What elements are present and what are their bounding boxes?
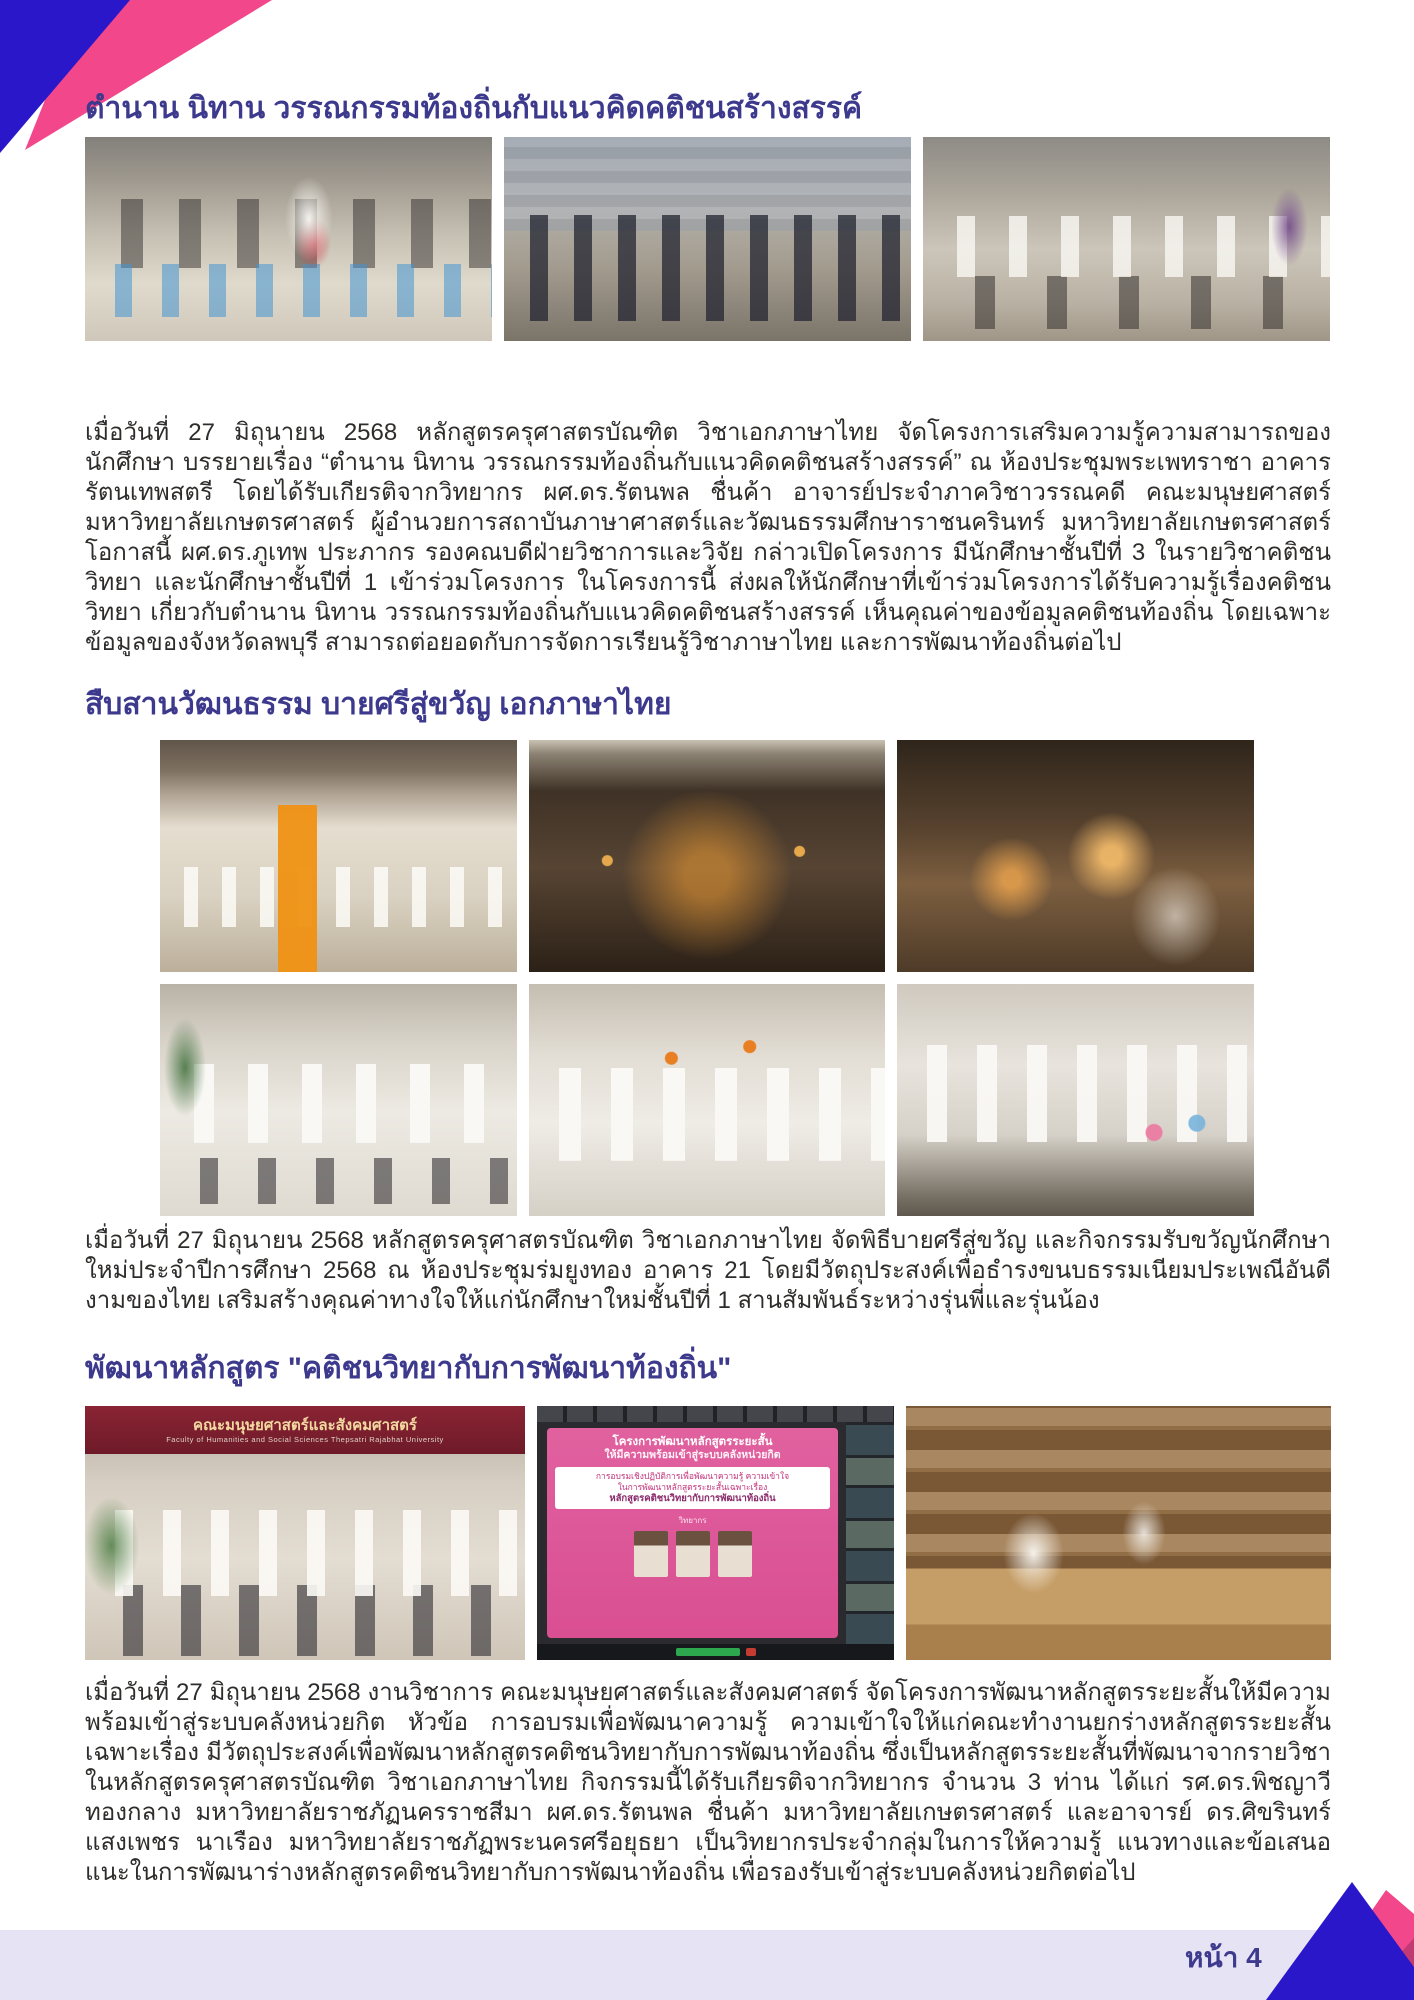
photo-grid-baisri	[160, 740, 1254, 1216]
photo-students-holding-candles	[897, 740, 1254, 972]
photo-row-curriculum	[85, 1406, 1331, 1660]
faculty-banner-text: คณะมนุษยศาสตร์และสังคมศาสตร์	[193, 1416, 417, 1434]
slide-body-line3: หลักสูตรคติชนวิทยากับการพัฒนาท้องถิ่น	[609, 1493, 776, 1504]
photo-group-banner	[85, 1406, 525, 1660]
slide-title-line1: โครงการพัฒนาหลักสูตรระยะสั้น	[612, 1436, 773, 1448]
photo-classroom-back-view	[923, 137, 1330, 341]
photo-candle-circle	[529, 740, 886, 972]
webcam-strip-right	[846, 1422, 894, 1644]
faculty-banner	[85, 1406, 525, 1454]
photo-students-headbands	[529, 984, 886, 1216]
meeting-toolbar	[537, 1644, 894, 1660]
slide-speaker-portraits	[555, 1531, 830, 1577]
photo-students-floor-tree	[160, 984, 517, 1216]
slide-speaker-label: วิทยากร	[678, 1516, 707, 1525]
webcam-strip-top	[537, 1406, 894, 1422]
speaker-portrait	[634, 1531, 668, 1577]
section-heading-curriculum: พัฒนาหลักสูตร "คติชนวิทยากับการพัฒนาท้องถิ่น"	[85, 1352, 732, 1385]
photo-speakers-group-front	[504, 137, 911, 341]
paragraph-baisri: เมื่อวันที่ 27 มิถุนายน 2568 หลักสูตรครุศาสตรบัณฑิต วิชาเอกภาษาไทย จัดพิธีบายศรีสู่ขวัญ และกิจกรรมรับขวัญนักศึกษาใหม่ประจำปีการศึกษา 2568 ณ ห้องประชุมร่มยูงทอง อาคาร 21 โดยมีวัตถุประสงค์เพื่อธำรงขนบธรรมเนียมประเพณีอันดีงามของไทย เสริมสร้างคุณค่าทางใจให้แก่นักศึกษาใหม่ชั้นปีที่ 1 สานสัมพันธ์ระหว่างรุ่นพี่และรุ่นน้อง	[85, 1227, 1331, 1314]
slide-body-box	[555, 1467, 830, 1509]
photo-row-folklore	[85, 137, 1330, 341]
recording-indicator	[676, 1648, 740, 1656]
slide-body-line2: ในการพัฒนาหลักสูตรระยะสั้นเฉพาะเรื่อง	[617, 1482, 768, 1492]
photo-library-meeting	[906, 1406, 1331, 1660]
faculty-banner-subtext: Faculty of Humanities and Social Sciences Thepsatri Rajabhat University	[166, 1434, 444, 1444]
speaker-portrait	[676, 1531, 710, 1577]
page-number: หน้า 4	[1185, 1942, 1262, 1973]
paragraph-curriculum: เมื่อวันที่ 27 มิถุนายน 2568 งานวิชาการ คณะมนุษยศาสตร์และสังคมศาสตร์ จัดโครงการพัฒนาหลักสูตรระยะสั้นให้มีความพร้อมเข้าสู่ระบบคลังหน่วยกิต หัวข้อ การอบรมเพื่อพัฒนาความรู้ ความเข้าใจให้แก่คณะทำงานยกร่างหลักสูตรระยะสั้นเฉพาะเรื่อง มีวัตถุประสงค์เพื่อพัฒนาหลักสูตรคติชนวิทยากับการพัฒนาท้องถิ่น ซึ่งเป็นหลักสูตรระยะสั้นที่พัฒนาจากรายวิชาในหลักสูตรครุศาสตรบัณฑิต วิชาเอกภาษาไทย กิจกรรมนี้ได้รับเกียรติจากวิทยากร จำนวน 3 ท่าน ได้แก่ รศ.ดร.พิชญาวี ทองกลาง มหาวิทยาลัยราชภัฏนครราชสีมา ผศ.ดร.รัตนพล ชื่นค้า มหาวิทยาลัยเกษตรศาสตร์ และอาจารย์ ดร.ศิขรินทร์ แสงเพชร นาเรือง มหาวิทยาลัยราชภัฏพระนครศรีอยุธยา เป็นวิทยากรประจำกลุ่มในการให้ความรู้ แนวทางและข้อเสนอแนะในการพัฒนาร่างหลักสูตรคติชนวิทยากับการพัฒนาท้องถิ่น เพื่อรองรับเข้าสู่ระบบคลังหน่วยกิตต่อไป	[85, 1679, 1331, 1886]
slide-title-line2: ให้มีความพร้อมเข้าสู่ระบบคลังหน่วยกิต	[604, 1449, 781, 1461]
presentation-slide	[547, 1428, 838, 1638]
section-heading-baisri: สืบสานวัฒนธรรม บายศรีสู่ขวัญ เอกภาษาไทย	[85, 688, 672, 721]
slide-body-line1: การอบรมเชิงปฏิบัติการเพื่อพัฒนาความรู้ ความเข้าใจ	[595, 1471, 790, 1481]
speaker-portrait	[718, 1531, 752, 1577]
paragraph-folklore: เมื่อวันที่ 27 มิถุนายน 2568 หลักสูตรครุศาสตรบัณฑิต วิชาเอกภาษาไทย จัดโครงการเสริมความรู้ความสามารถของนักศึกษา บรรยายเรื่อง “ตำนาน นิทาน วรรณกรรมท้องถิ่นกับแนวคิดคติชนสร้างสรรค์” ณ ห้องประชุมพระเพทราชา อาคารรัตนเทพสตรี โดยได้รับเกียรติจากวิทยากร ผศ.ดร.รัตนพล ชื่นค้า อาจารย์ประจำภาควิชาวรรณคดี คณะมนุษยศาสตร์ มหาวิทยาลัยเกษตรศาสตร์ ผู้อำนวยการสถาบันภาษาศาสตร์และวัฒนธรรมศึกษาราชนครินทร์ มหาวิทยาลัยเกษตรศาสตร์ โอกาสนี้ ผศ.ดร.ภูเทพ ประภากร รองคณบดีฝ่ายวิชาการและวิจัย กล่าวเปิดโครงการ มีนักศึกษาชั้นปีที่ 3 ในรายวิชาคติชนวิทยา และนักศึกษาชั้นปีที่ 1 เข้าร่วมโครงการ ในโครงการนี้ ส่งผลให้นักศึกษาที่เข้าร่วมโครงการได้รับความรู้เรื่องคติชนวิทยา เกี่ยวกับตำนาน นิทาน วรรณกรรมท้องถิ่นกับแนวคิดคติชนสร้างสรรค์ เห็นคุณค่าของข้อมูลคติชนท้องถิ่น โดยเฉพาะข้อมูลของจังหวัดลพบุรี สามารถต่อยอดกับการจัดการเรียนรู้วิชาภาษาไทย และการพัฒนาท้องถิ่นต่อไป	[85, 419, 1331, 656]
stop-button-icon	[746, 1648, 756, 1656]
photo-lecture-hall-audience	[85, 137, 492, 341]
photo-students-gift-bags	[897, 984, 1254, 1216]
section-heading-folklore: ตำนาน นิทาน วรรณกรรมท้องถิ่นกับแนวคิดคติชนสร้างสรรค์	[85, 92, 863, 125]
photo-ceremony-orange-flag	[160, 740, 517, 972]
photo-online-presentation	[537, 1406, 894, 1660]
corner-decoration-bottom-right	[1134, 1882, 1414, 2000]
